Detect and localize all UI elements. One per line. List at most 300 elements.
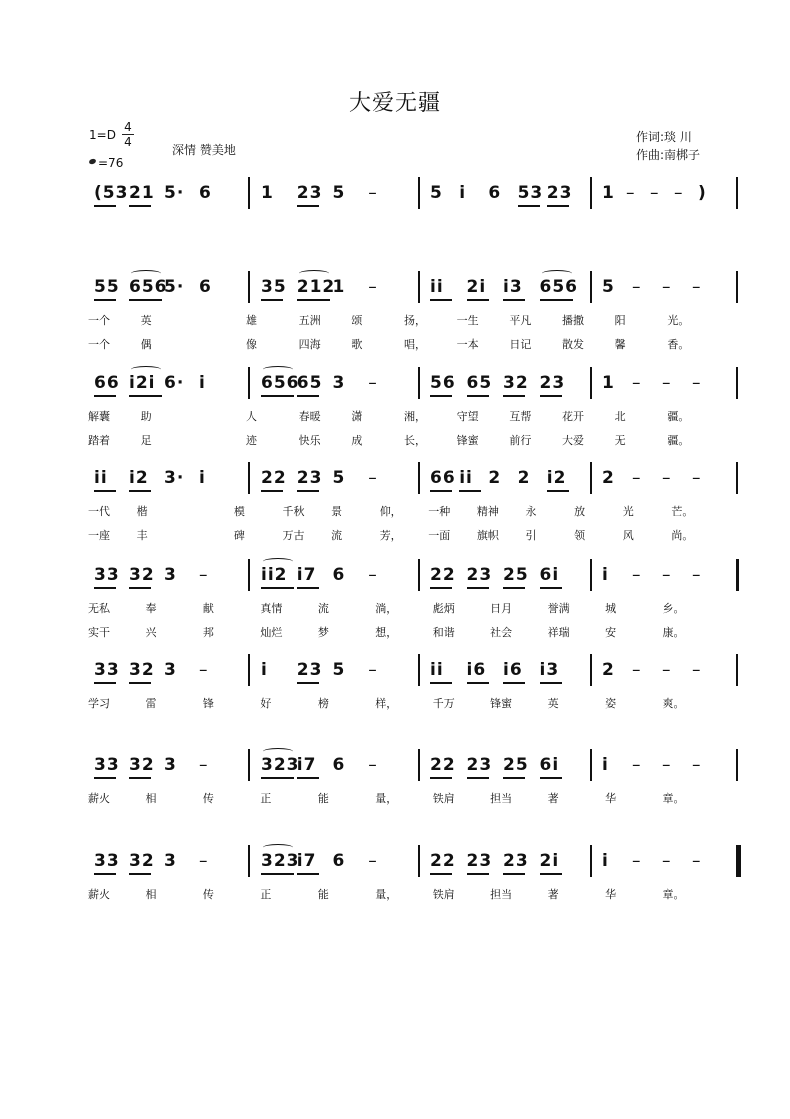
note-group: ii2 bbox=[261, 565, 288, 585]
lyric-syllable: 无私 bbox=[88, 602, 110, 615]
note-group: 656 bbox=[129, 277, 168, 297]
barline bbox=[248, 559, 250, 591]
note-group: i7 bbox=[296, 565, 317, 585]
barline bbox=[418, 462, 420, 494]
lyric-syllable: 唱， bbox=[404, 338, 426, 351]
beam-line bbox=[467, 777, 489, 779]
rest-dash: – bbox=[626, 183, 635, 203]
lyric-syllable: 一生 bbox=[456, 314, 479, 327]
note-group: ii bbox=[430, 660, 444, 680]
beam-line bbox=[261, 777, 294, 779]
lyric-syllable: 锋蜜 bbox=[456, 434, 479, 447]
lyric-syllable: 湘， bbox=[404, 410, 426, 423]
beam-line bbox=[94, 682, 116, 684]
beam-line bbox=[297, 777, 319, 779]
beam-line bbox=[430, 587, 452, 589]
beam-line bbox=[297, 587, 319, 589]
barline bbox=[418, 845, 420, 877]
note-group: 5 bbox=[332, 183, 346, 203]
note-group: 65 bbox=[296, 373, 323, 393]
lyric-syllable: 一种 bbox=[428, 505, 451, 518]
lyric-syllable: 灿烂 bbox=[260, 626, 283, 639]
beam-line bbox=[430, 873, 452, 875]
barline bbox=[590, 177, 592, 209]
lyric-syllable: 爽。 bbox=[662, 697, 685, 710]
lyric-syllable: 歌 bbox=[351, 338, 363, 351]
beam-line bbox=[129, 777, 151, 779]
rest-dash: – bbox=[368, 277, 377, 297]
beam-line bbox=[503, 299, 525, 301]
note-group: 3 bbox=[332, 373, 346, 393]
lyric-syllable: 能 bbox=[317, 888, 329, 901]
lyric-syllable: 平凡 bbox=[509, 314, 532, 327]
note-group: 5 bbox=[430, 183, 443, 203]
note-group: ii bbox=[430, 277, 444, 297]
lyric-syllable: 一面 bbox=[428, 529, 451, 542]
note-group: 23 bbox=[296, 468, 323, 488]
note-group: 2i bbox=[539, 851, 560, 871]
lyric-syllable: 千万 bbox=[432, 697, 455, 710]
lyric-syllable: 邦 bbox=[202, 626, 214, 639]
beam-line bbox=[467, 395, 489, 397]
note-group: i7 bbox=[296, 851, 317, 871]
beam-line bbox=[297, 299, 330, 301]
note-group: i2 bbox=[546, 468, 567, 488]
time-denominator: 4 bbox=[124, 135, 132, 149]
barline bbox=[590, 654, 592, 686]
note-group: 2 bbox=[488, 468, 502, 488]
rest-dash: – bbox=[199, 565, 208, 585]
barline bbox=[418, 367, 420, 399]
lyric-syllable: 风 bbox=[622, 529, 634, 542]
note-group: 56 bbox=[430, 373, 456, 393]
note-group: 6 bbox=[332, 755, 346, 775]
beam-line bbox=[129, 587, 151, 589]
lyric-syllable: 阳 bbox=[614, 314, 626, 327]
lyric-syllable: 守望 bbox=[456, 410, 479, 423]
beam-line bbox=[129, 299, 162, 301]
lyric-syllable: 踏着 bbox=[88, 434, 110, 447]
lyricist: 作词:琰 川 bbox=[636, 130, 692, 144]
note-group: i3 bbox=[539, 660, 560, 680]
note-group: i6 bbox=[466, 660, 487, 680]
lyric-syllable: 祥瑞 bbox=[547, 626, 570, 639]
lyric-syllable: 薪火 bbox=[88, 888, 110, 901]
note-group: 33 bbox=[94, 851, 120, 871]
beam-line bbox=[297, 873, 319, 875]
beam-line bbox=[467, 299, 489, 301]
beam-line bbox=[467, 587, 489, 589]
note-group: 53 bbox=[517, 183, 544, 203]
lyric-syllable: 英 bbox=[140, 314, 152, 327]
barline bbox=[736, 654, 738, 686]
beam-line bbox=[261, 587, 294, 589]
lyric-syllable: 日记 bbox=[509, 338, 532, 351]
lyric-syllable: 香。 bbox=[667, 338, 690, 351]
beam-line bbox=[467, 873, 489, 875]
score-system bbox=[0, 467, 790, 547]
rest-dash: – bbox=[692, 468, 701, 488]
lyric-syllable: 正 bbox=[260, 792, 272, 805]
tempo: =76 bbox=[98, 156, 124, 170]
beam-line bbox=[261, 299, 283, 301]
beam-line bbox=[430, 395, 452, 397]
note-group: i bbox=[602, 565, 609, 585]
note-group: 3 bbox=[164, 660, 177, 680]
lyric-syllable: 一本 bbox=[456, 338, 479, 351]
lyric-syllable: 精神 bbox=[476, 505, 499, 518]
note-group: 323 bbox=[261, 755, 300, 775]
lyric-syllable: 五洲 bbox=[298, 314, 321, 327]
barline bbox=[590, 749, 592, 781]
lyric-syllable: 样， bbox=[375, 697, 398, 710]
lyric-syllable: 奉 bbox=[145, 602, 157, 615]
note-group: 5 bbox=[332, 468, 346, 488]
lyric-syllable: 无 bbox=[614, 434, 626, 447]
quarter-note-icon bbox=[88, 158, 96, 165]
note-group: 5 bbox=[332, 660, 346, 680]
lyric-syllable: 永 bbox=[525, 505, 537, 518]
rest-dash: – bbox=[692, 373, 701, 393]
rest-dash: – bbox=[692, 277, 701, 297]
lyric-syllable: 迹 bbox=[246, 434, 257, 447]
note-group: i bbox=[199, 373, 206, 393]
beam-line bbox=[430, 777, 452, 779]
note-group: 32 bbox=[129, 851, 155, 871]
beam-line bbox=[503, 682, 525, 684]
rest-dash: – bbox=[692, 660, 701, 680]
barline bbox=[590, 559, 592, 591]
rest-dash: – bbox=[632, 660, 641, 680]
note-group: 22 bbox=[261, 468, 287, 488]
note-group: 2 bbox=[602, 660, 615, 680]
note-group: 1 bbox=[602, 183, 615, 203]
lyric-syllable: 好 bbox=[260, 697, 272, 710]
rest-dash: – bbox=[692, 851, 701, 871]
lyric-syllable: 前行 bbox=[509, 434, 532, 447]
time-signature bbox=[122, 120, 134, 149]
note-group: 25 bbox=[503, 565, 529, 585]
lyric-syllable: 扬， bbox=[404, 314, 426, 327]
time-numerator: 4 bbox=[122, 120, 134, 135]
lyric-syllable: 安 bbox=[605, 626, 617, 639]
note-group: i7 bbox=[296, 755, 317, 775]
lyric-syllable: 担当 bbox=[490, 792, 513, 805]
lyric-syllable: 薪火 bbox=[88, 792, 110, 805]
note-group: 23 bbox=[296, 660, 323, 680]
beam-line bbox=[129, 490, 151, 492]
rest-dash: – bbox=[199, 755, 208, 775]
barline bbox=[248, 177, 250, 209]
note-group: i bbox=[459, 183, 467, 203]
lyric-syllable: 量， bbox=[375, 792, 398, 805]
lyric-syllable: 兴 bbox=[145, 626, 157, 639]
beam-line bbox=[430, 490, 452, 492]
lyric-syllable: 雷 bbox=[145, 697, 157, 710]
note-group: i bbox=[199, 468, 206, 488]
beam-line bbox=[459, 490, 481, 492]
beam-line bbox=[297, 490, 319, 492]
rest-dash: – bbox=[199, 660, 208, 680]
lyric-syllable: 姿 bbox=[605, 697, 617, 710]
beam-line bbox=[518, 205, 540, 207]
beam-line bbox=[129, 205, 151, 207]
score-system bbox=[0, 564, 790, 644]
lyric-syllable: 著 bbox=[547, 792, 559, 805]
barline bbox=[248, 271, 250, 303]
lyric-syllable: 锋蜜 bbox=[490, 697, 513, 710]
lyric-syllable: 相 bbox=[145, 888, 157, 901]
note-group: ) bbox=[698, 183, 707, 203]
lyric-syllable: 春暖 bbox=[298, 410, 321, 423]
beam-line bbox=[94, 205, 116, 207]
score-system bbox=[0, 754, 790, 834]
note-group: 33 bbox=[94, 565, 120, 585]
lyric-syllable: 华 bbox=[605, 888, 617, 901]
lyric-syllable: 章。 bbox=[662, 888, 685, 901]
lyric-syllable: 日月 bbox=[490, 602, 513, 615]
beam-line bbox=[467, 682, 489, 684]
note-group: 6 bbox=[332, 851, 346, 871]
note-group: 66 bbox=[94, 373, 120, 393]
lyric-syllable: 社会 bbox=[490, 626, 513, 639]
beam-line bbox=[297, 395, 319, 397]
lyric-syllable: 模 bbox=[233, 505, 245, 518]
note-group: i2i bbox=[129, 373, 156, 393]
note-group: 33 bbox=[94, 755, 120, 775]
barline bbox=[248, 462, 250, 494]
beam-line bbox=[261, 873, 294, 875]
slur-mark bbox=[263, 844, 293, 851]
note-group: 22 bbox=[430, 755, 456, 775]
note-group: 32 bbox=[129, 755, 155, 775]
lyric-syllable: 引 bbox=[525, 529, 537, 542]
slur-mark bbox=[542, 270, 572, 277]
note-group: 6 bbox=[199, 183, 212, 203]
lyric-syllable: 一个 bbox=[88, 338, 110, 351]
lyric-syllable: 淌， bbox=[375, 602, 398, 615]
lyric-syllable: 英 bbox=[547, 697, 559, 710]
slur-mark bbox=[131, 270, 161, 277]
lyric-syllable: 学习 bbox=[88, 697, 110, 710]
barline bbox=[590, 367, 592, 399]
note-group: 3 bbox=[164, 565, 177, 585]
lyric-syllable: 真情 bbox=[260, 602, 283, 615]
barline bbox=[736, 749, 738, 781]
rest-dash: – bbox=[368, 565, 377, 585]
note-group: 3· bbox=[164, 468, 185, 488]
lyric-syllable: 疆。 bbox=[667, 434, 690, 447]
lyric-syllable: 互帮 bbox=[509, 410, 532, 423]
rest-dash: – bbox=[368, 183, 377, 203]
barline bbox=[418, 271, 420, 303]
beam-line bbox=[94, 777, 116, 779]
lyric-syllable: 光。 bbox=[667, 314, 690, 327]
barline bbox=[418, 177, 420, 209]
lyric-syllable: 传 bbox=[202, 888, 214, 901]
lyric-syllable: 足 bbox=[140, 434, 152, 447]
rest-dash: – bbox=[199, 851, 208, 871]
barline bbox=[736, 462, 738, 494]
note-group: 1 bbox=[261, 183, 274, 203]
barline bbox=[736, 367, 738, 399]
beam-line bbox=[547, 490, 569, 492]
note-group: 32 bbox=[129, 660, 155, 680]
rest-dash: – bbox=[662, 468, 671, 488]
lyric-syllable: 康。 bbox=[662, 626, 685, 639]
note-group: 3 bbox=[164, 755, 177, 775]
beam-line bbox=[261, 490, 283, 492]
note-group: 656 bbox=[539, 277, 578, 297]
note-group: 32 bbox=[503, 373, 529, 393]
expression-mark: 深情 赞美地 bbox=[172, 143, 236, 157]
note-group: 2 bbox=[602, 468, 615, 488]
barline bbox=[418, 559, 420, 591]
rest-dash: – bbox=[674, 183, 683, 203]
note-group: 23 bbox=[296, 183, 323, 203]
beam-line bbox=[540, 395, 562, 397]
lyric-syllable: 城 bbox=[605, 602, 617, 615]
score-system bbox=[0, 182, 790, 262]
beam-line bbox=[129, 682, 151, 684]
barline bbox=[590, 271, 592, 303]
rest-dash: – bbox=[692, 565, 701, 585]
lyric-syllable: 解囊 bbox=[88, 410, 110, 423]
slur-mark bbox=[263, 748, 293, 755]
rest-dash: – bbox=[692, 755, 701, 775]
barline bbox=[590, 845, 592, 877]
rest-dash: – bbox=[632, 851, 641, 871]
note-group: 656 bbox=[261, 373, 300, 393]
note-group: 23 bbox=[466, 851, 493, 871]
score-system bbox=[0, 372, 790, 452]
beam-line bbox=[94, 395, 116, 397]
beam-line bbox=[503, 587, 525, 589]
note-group: 55 bbox=[94, 277, 120, 297]
note-group: 1 bbox=[332, 277, 346, 297]
lyric-syllable: 领 bbox=[574, 529, 586, 542]
lyric-syllable: 著 bbox=[547, 888, 559, 901]
beam-line bbox=[430, 682, 452, 684]
beam-line bbox=[503, 873, 525, 875]
lyric-syllable: 疆。 bbox=[667, 410, 690, 423]
note-group: 23 bbox=[466, 565, 493, 585]
score-system bbox=[0, 850, 790, 930]
note-group: 23 bbox=[546, 183, 573, 203]
note-group: i3 bbox=[503, 277, 523, 297]
slur-mark bbox=[131, 366, 161, 373]
lyric-syllable: 碑 bbox=[233, 529, 245, 542]
lyric-syllable: 千秋 bbox=[282, 505, 305, 518]
lyric-syllable: 大爱 bbox=[562, 434, 584, 447]
rest-dash: – bbox=[662, 277, 671, 297]
note-group: 32 bbox=[129, 565, 155, 585]
score-system bbox=[0, 659, 790, 739]
lyric-syllable: 仰， bbox=[379, 505, 402, 518]
note-group: i bbox=[602, 851, 609, 871]
lyric-syllable: 铁肩 bbox=[432, 792, 455, 805]
lyric-syllable: 万古 bbox=[282, 529, 305, 542]
lyric-syllable: 正 bbox=[260, 888, 272, 901]
lyric-syllable: 担当 bbox=[490, 888, 513, 901]
lyric-syllable: 榜 bbox=[317, 697, 329, 710]
note-group: 6i bbox=[539, 565, 560, 585]
beam-line bbox=[430, 299, 452, 301]
beam-line bbox=[540, 299, 573, 301]
lyric-syllable: 锋 bbox=[202, 697, 214, 710]
rest-dash: – bbox=[662, 851, 671, 871]
note-group: 212 bbox=[296, 277, 336, 297]
lyric-syllable: 量， bbox=[375, 888, 398, 901]
lyric-syllable: 北 bbox=[614, 410, 626, 423]
note-group: 6 bbox=[332, 565, 346, 585]
rest-dash: – bbox=[662, 755, 671, 775]
rest-dash: – bbox=[632, 277, 641, 297]
lyric-syllable: 和谐 bbox=[432, 626, 455, 639]
beam-line bbox=[540, 873, 562, 875]
lyric-syllable: 相 bbox=[145, 792, 157, 805]
barline bbox=[736, 177, 738, 209]
note-group: 6· bbox=[164, 373, 185, 393]
note-group: 323 bbox=[261, 851, 300, 871]
note-group: 22 bbox=[430, 851, 456, 871]
lyric-syllable: 播撒 bbox=[562, 314, 584, 327]
note-group: 3 bbox=[164, 851, 177, 871]
lyric-syllable: 彪炳 bbox=[432, 602, 455, 615]
rest-dash: – bbox=[650, 183, 659, 203]
lyric-syllable: 芒。 bbox=[671, 505, 694, 518]
lyric-syllable: 潇 bbox=[351, 410, 363, 423]
note-group: 5· bbox=[164, 183, 185, 203]
beam-line bbox=[94, 587, 116, 589]
note-group: 5 bbox=[602, 277, 615, 297]
lyric-syllable: 快乐 bbox=[298, 434, 321, 447]
note-group: 65 bbox=[466, 373, 493, 393]
beam-line bbox=[129, 395, 162, 397]
rest-dash: – bbox=[662, 660, 671, 680]
note-group: 1 bbox=[602, 373, 615, 393]
note-group: i bbox=[261, 660, 268, 680]
barline bbox=[418, 654, 420, 686]
note-group: 2i bbox=[466, 277, 487, 297]
lyric-syllable: 花开 bbox=[562, 410, 584, 423]
beam-line bbox=[94, 490, 116, 492]
lyric-syllable: 传 bbox=[202, 792, 214, 805]
lyric-syllable: 实干 bbox=[88, 626, 110, 639]
barline bbox=[248, 845, 250, 877]
rest-dash: – bbox=[368, 373, 377, 393]
note-group: ii bbox=[459, 468, 473, 488]
note-group: 23 bbox=[539, 373, 566, 393]
barline bbox=[736, 559, 739, 591]
lyric-syllable: 流 bbox=[317, 602, 329, 615]
lyric-syllable: 能 bbox=[317, 792, 329, 805]
lyric-syllable: 助 bbox=[140, 410, 152, 423]
rest-dash: – bbox=[368, 468, 377, 488]
beam-line bbox=[503, 777, 525, 779]
beam-line bbox=[540, 682, 562, 684]
note-group: 6 bbox=[199, 277, 212, 297]
note-group: i2 bbox=[129, 468, 149, 488]
note-group: 5· bbox=[164, 277, 185, 297]
score-system bbox=[0, 276, 790, 356]
lyric-syllable: 楷 bbox=[136, 505, 148, 518]
lyric-syllable: 长， bbox=[404, 434, 426, 447]
lyric-syllable: 流 bbox=[331, 529, 343, 542]
rest-dash: – bbox=[632, 373, 641, 393]
lyric-syllable: 誉满 bbox=[547, 602, 570, 615]
rest-dash: – bbox=[632, 565, 641, 585]
